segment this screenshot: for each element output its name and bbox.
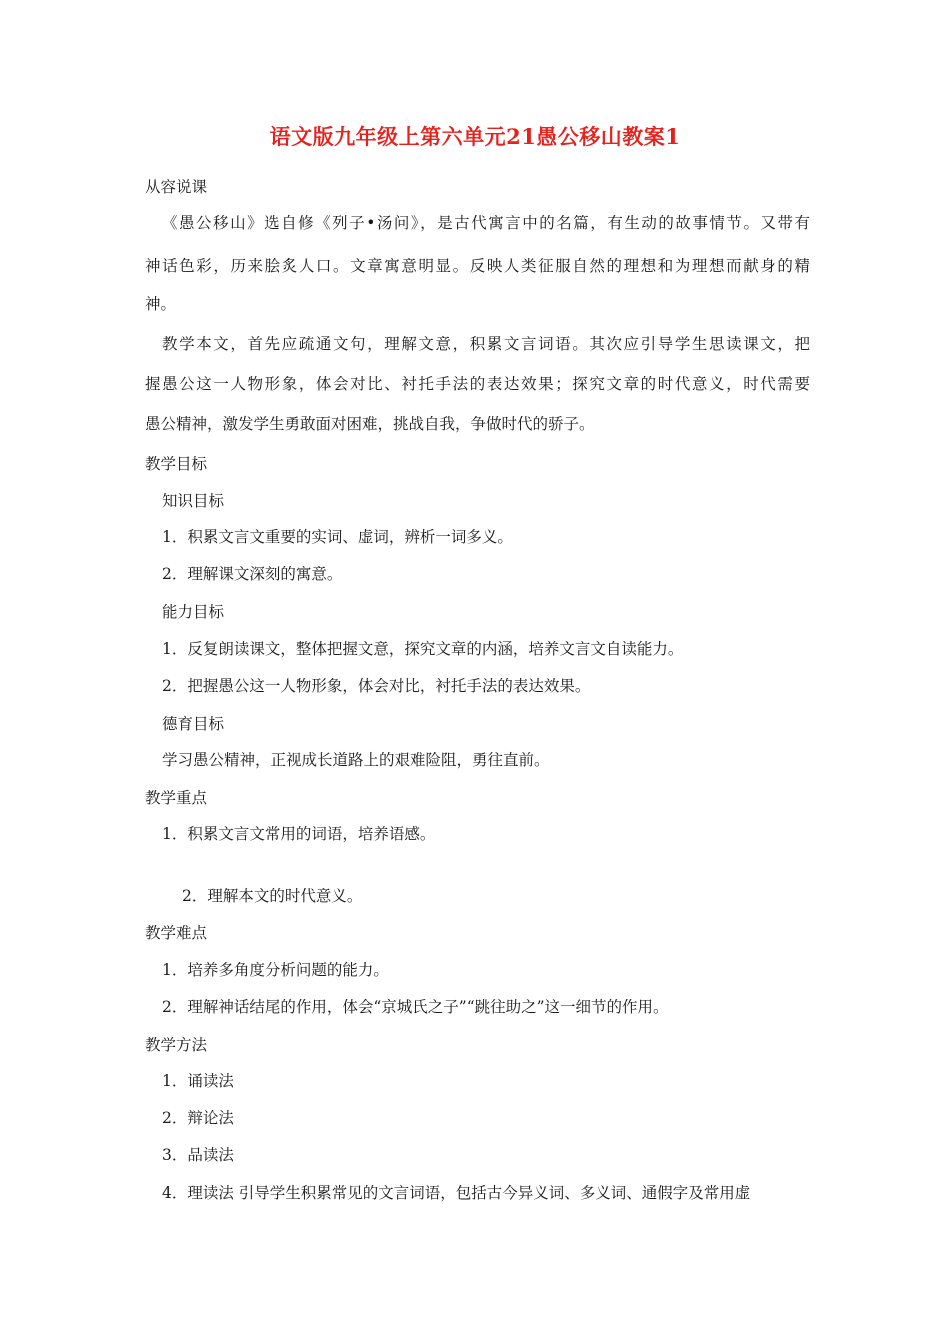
document-title: 语文版九年级上第六单元21愚公移山教案1 [269, 124, 681, 149]
ability-item-1: 1．反复朗读课文，整体把握文意，探究文章的内涵，培养文言文自读能力。 [162, 640, 684, 658]
method-item-1: 1．诵读法 [162, 1072, 234, 1090]
heading-method: 教学方法 [145, 1036, 208, 1054]
heading-difficult: 教学难点 [145, 924, 208, 942]
intro-para1-line1: 《愚公移山》选自修《列子•汤问》，是古代寓言中的名篇，有生动的故事情节。又带有 [162, 214, 810, 232]
key-item-2: 2．理解本文的时代意义。 [182, 887, 363, 905]
heading-intro: 从容说课 [145, 178, 208, 196]
intro-para2-line1: 教学本文，首先应疏通文句，理解文意，积累文言词语。其次应引导学生思读课文，把 [162, 335, 810, 353]
heading-goals: 教学目标 [145, 455, 208, 473]
method-item-2: 2．辩论法 [162, 1109, 234, 1127]
difficult-item-2: 2．理解神话结尾的作用，体会“京城氏之子”“跳往助之”这一细节的作用。 [162, 998, 669, 1016]
moral-label: 德育目标 [162, 715, 225, 733]
intro-para1-line3: 神。 [145, 295, 177, 313]
moral-text: 学习愚公精神，正视成长道路上的艰难险阻，勇往直前。 [162, 751, 550, 769]
intro-para1-line2: 神话色彩，历来脍炙人口。文章寓意明显。反映人类征服自然的理想和为理想而献身的精 [145, 257, 810, 275]
key-item-1: 1．积累文言文常用的词语，培养语感。 [162, 825, 436, 843]
knowledge-label: 知识目标 [162, 492, 225, 510]
intro-para2-line3: 愚公精神，激发学生勇敢面对困难，挑战自我，争做时代的骄子。 [145, 415, 595, 433]
knowledge-item-2: 2．理解课文深刻的寓意。 [162, 565, 343, 583]
intro-para2-line2: 握愚公这一人物形象，体会对比、衬托手法的表达效果；探究文章的时代意义，时代需要 [145, 375, 810, 393]
heading-key: 教学重点 [145, 789, 208, 807]
ability-label: 能力目标 [162, 603, 225, 621]
method-item-4: 4．理读法 引导学生积累常见的文言词语，包括古今异义词、多义词、通假字及常用虚 [162, 1184, 751, 1202]
ability-item-2: 2．把握愚公这一人物形象，体会对比，衬托手法的表达效果。 [162, 677, 591, 695]
knowledge-item-1: 1．积累文言文重要的实词、虚词，辨析一词多义。 [162, 528, 513, 546]
method-item-3: 3．品读法 [162, 1146, 234, 1164]
difficult-item-1: 1．培养多角度分析问题的能力。 [162, 961, 389, 979]
